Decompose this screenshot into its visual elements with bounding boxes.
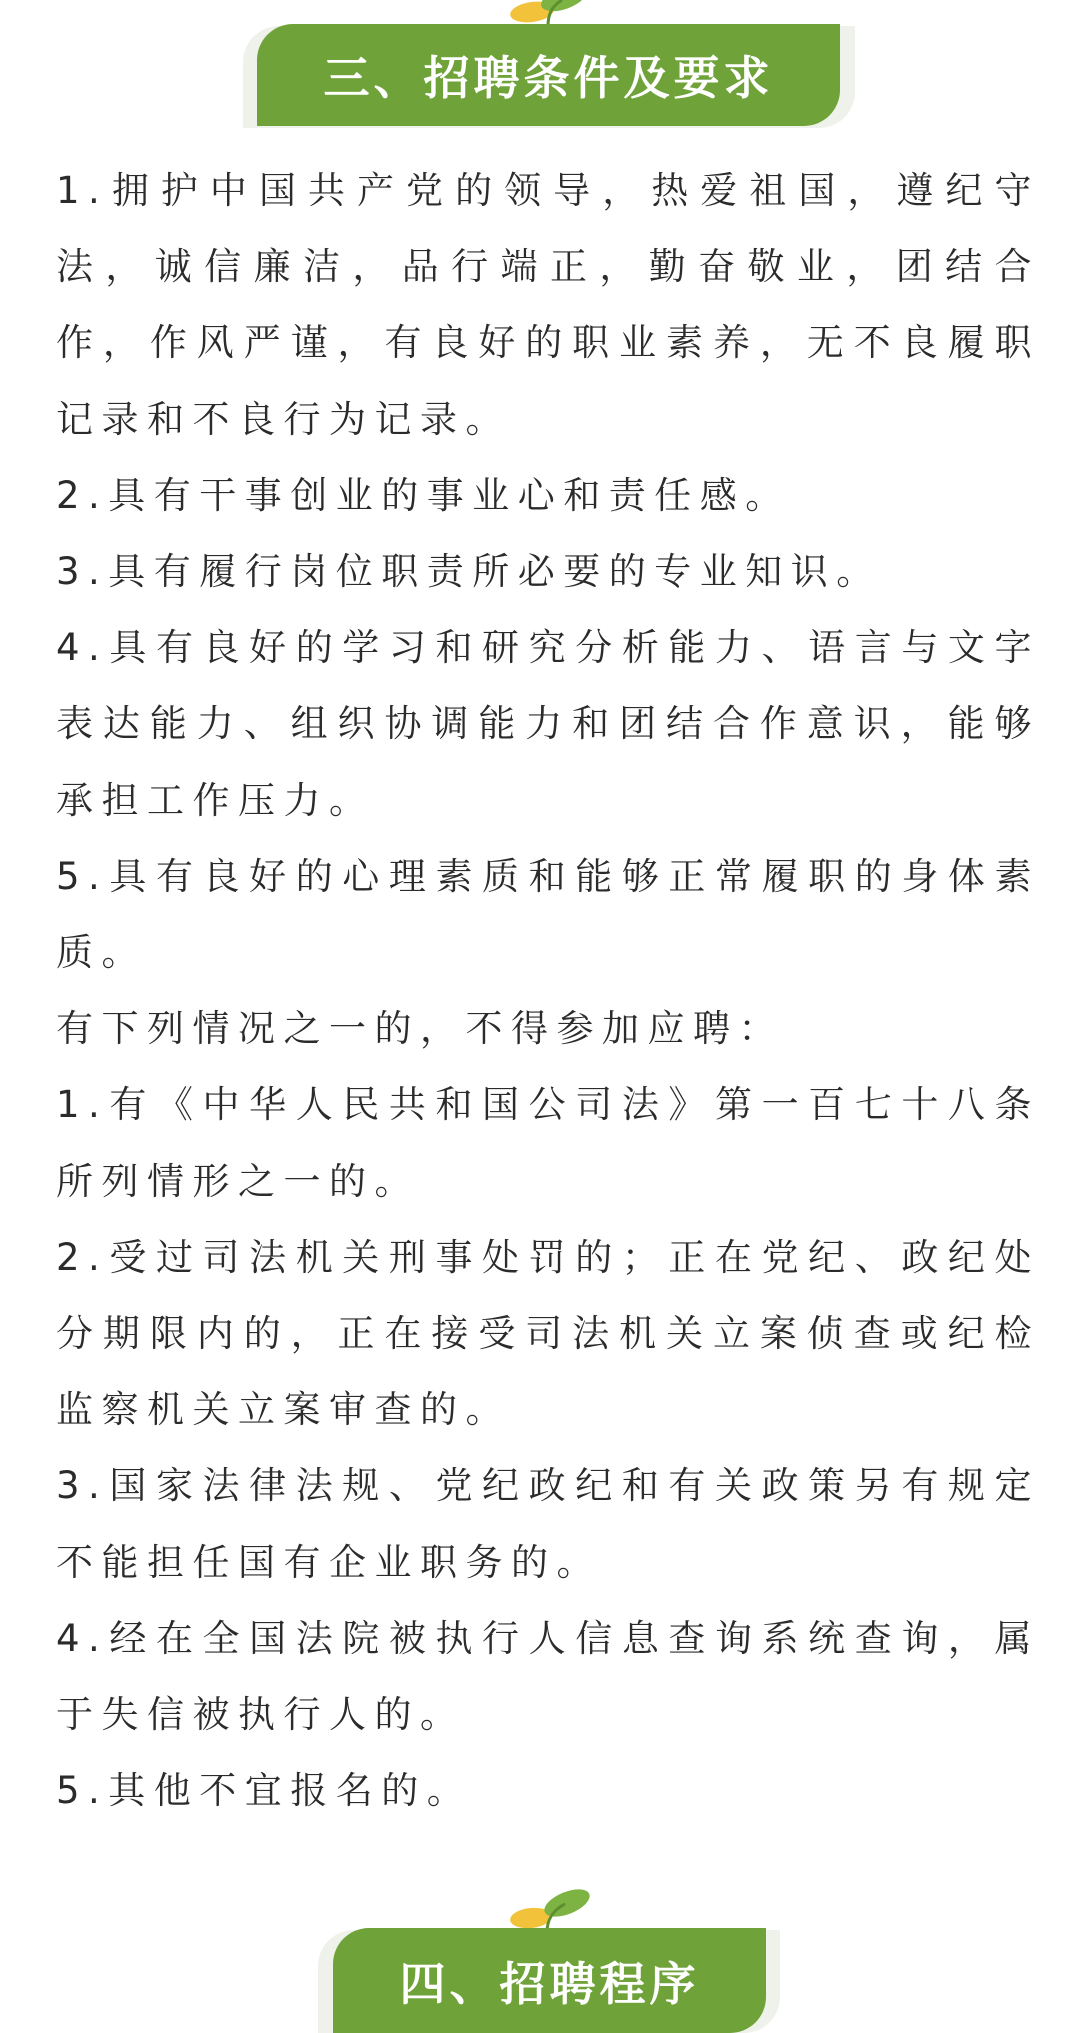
requirement-item: 5.具有良好的心理素质和能够正常履职的身体素质。	[56, 854, 1040, 975]
disqualification-item: 1.有《中华人民共和国公司法》第一百七十八条所列情形之一的。	[56, 1083, 1040, 1203]
section-title-banner	[257, 24, 840, 126]
disqualification-item: 3.国家法律法规、党纪政纪和有关政策另有规定不能担任国有企业职务的。	[56, 1464, 1040, 1584]
requirement-item: 3.具有履行岗位职责所必要的专业知识。	[56, 550, 882, 594]
sprout-icon	[507, 1888, 593, 1932]
section-title: 三、招聘条件及要求	[323, 51, 774, 105]
section-title-banner	[333, 1928, 766, 2033]
disqualification-intro: 有下列情况之一的，不得参加应聘：	[56, 1007, 784, 1051]
requirement-item: 2.具有干事创业的事业心和责任感。	[56, 473, 791, 517]
sprout-icon	[506, 0, 590, 26]
requirements-content	[56, 153, 1040, 1829]
disqualification-item: 2.受过司法机关刑事处罚的；正在党纪、政纪处分期限内的，正在接受司法机关立案侦查或纪检监察机关立案审查的。	[56, 1235, 1040, 1432]
disqualification-item: 5.其他不宜报名的。	[56, 1769, 473, 1813]
disqualification-item: 4.经在全国法院被执行人信息查询系统查询，属于失信被执行人的。	[56, 1616, 1040, 1737]
section-title: 四、招聘程序	[399, 1956, 700, 2011]
requirement-item: 1.拥护中国共产党的领导，热爱祖国，遵纪守法，诚信廉洁，品行端正，勤奋敬业，团结合作，作风严谨，有良好的职业素养，无不良履职记录和不良行为记录。	[56, 169, 1040, 441]
requirement-item: 4.具有良好的学习和研究分析能力、语言与文字表达能力、组织协调能力和团结合作意识，能够承担工作压力。	[56, 626, 1040, 822]
